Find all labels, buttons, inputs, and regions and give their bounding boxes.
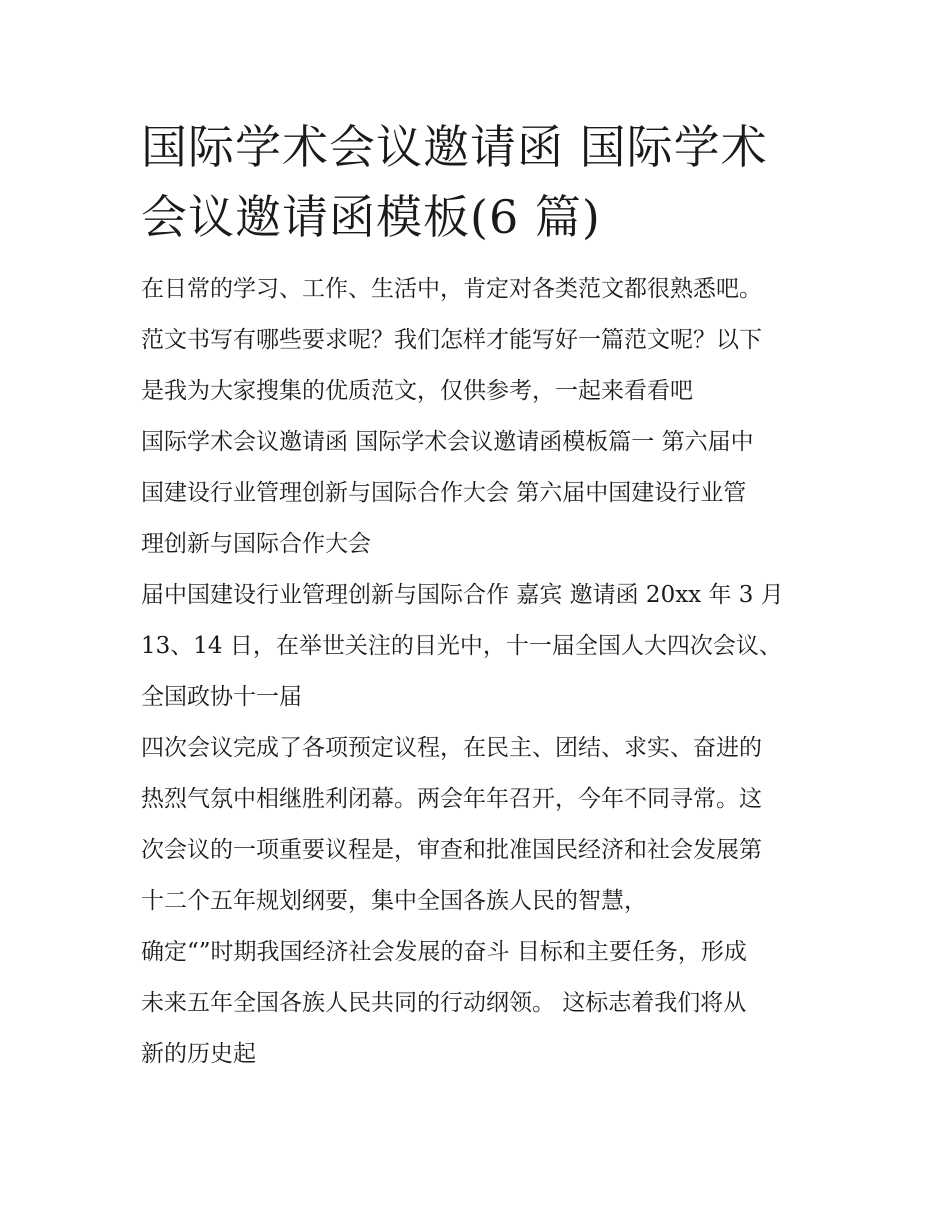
title-line: 会议邀请函模板(6 篇) [141, 190, 601, 244]
paragraph-goals [141, 927, 813, 1080]
text-line: 理创新与国际合作大会 [141, 531, 371, 557]
text-line: 热烈气氛中相继胜利闭幕。两会年年召开，今年不同寻常。这 [141, 786, 762, 812]
text-line: 四次会议完成了各项预定议程，在民主、团结、求实、奋进的 [141, 735, 762, 761]
paragraph-section-one [141, 417, 813, 570]
title-line: 国际学术会议邀请函 国际学术 [141, 120, 768, 174]
text-line: 全国政协十一届 [141, 684, 302, 710]
text-line: 在日常的学习、工作、生活中，肯定对各类范文都很熟悉吧。 [141, 276, 762, 302]
text-line: 次会议的一项重要议程是，审查和批准国民经济和社会发展第 [141, 837, 762, 863]
text-line: 十二个五年规划纲要，集中全国各族人民的智慧， [141, 888, 647, 914]
paragraph-session [141, 723, 813, 927]
text-line: 国建设行业管理创新与国际合作大会 第六届中国建设行业管 [141, 480, 747, 506]
text-line: 确定“”时期我国经济社会发展的奋斗 目标和主要任务，形成 [141, 939, 747, 965]
text-line: 是我为大家搜集的优质范文，仅供参考，一起来看看吧 [141, 378, 693, 404]
paragraph-invitation [141, 570, 813, 723]
text-line: 届中国建设行业管理创新与国际合作 嘉宾 邀请函 20xx 年 3 月 [141, 582, 784, 608]
text-line: 范文书写有哪些要求呢？我们怎样才能写好一篇范文呢？以下 [141, 327, 762, 353]
text-line: 未来五年全国各族人民共同的行动纲领。 这标志着我们将从 [141, 990, 747, 1016]
text-line: 国际学术会议邀请函 国际学术会议邀请函模板篇一 第六届中 [141, 429, 754, 455]
document-page [141, 112, 813, 1080]
document-title [141, 112, 813, 252]
text-line: 13、14 日，在举世关注的目光中，十一届全国人大四次会议、 [141, 633, 782, 659]
text-line: 新的历史起 [141, 1041, 256, 1067]
paragraph-intro [141, 264, 813, 417]
